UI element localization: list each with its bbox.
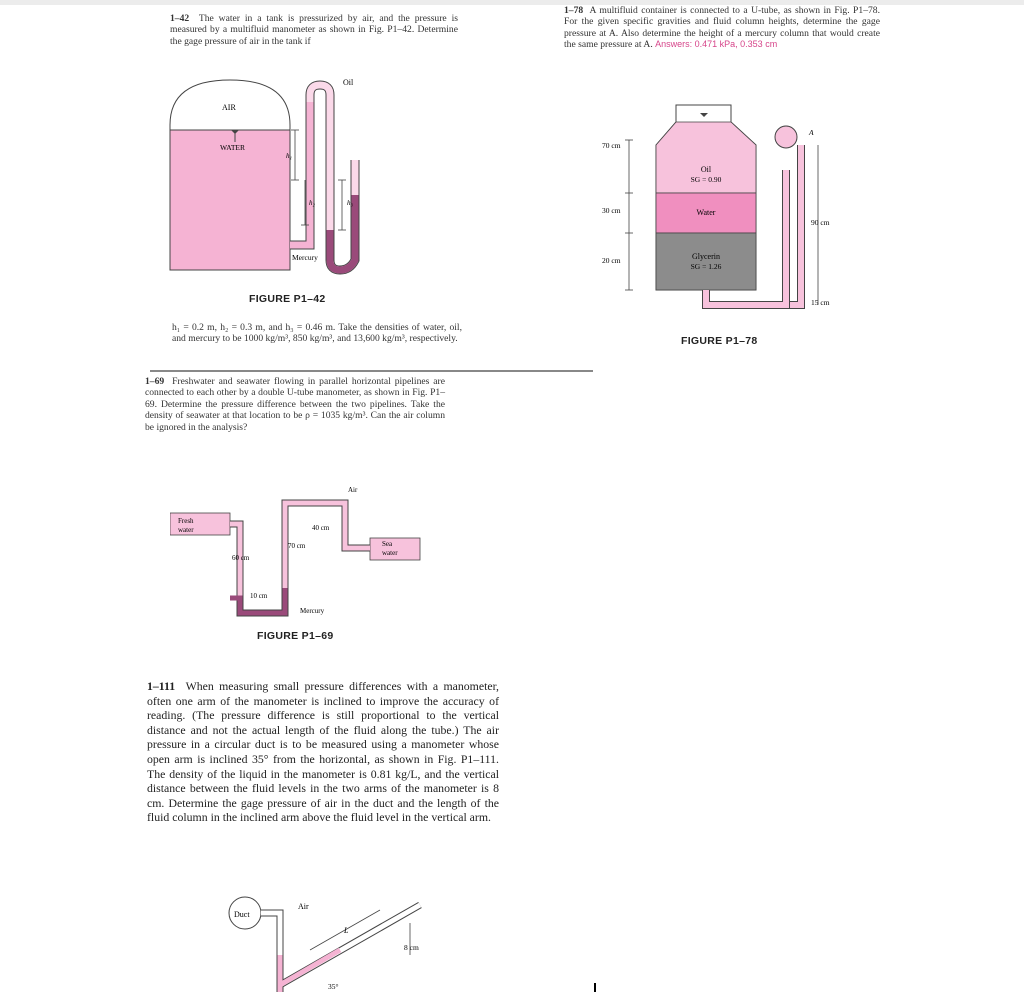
label-fresh-water: water [178,526,194,534]
problem-1-42-statement [170,13,458,47]
dim-15cm: 15 cm [811,298,830,307]
figure-p1-42 [165,70,425,280]
answers: Answers: 0.471 kPa, 0.353 cm [655,39,778,50]
label-h2: h₂ [309,199,315,207]
problem-1-42-data [172,322,462,345]
divider [150,370,593,372]
label-sea: Sea [382,540,393,548]
label-mercury: Mercury [292,253,318,262]
figure-caption-p1-42: FIGURE P1–42 [249,293,326,305]
label-duct: Duct [234,910,250,919]
problem-text: A multifluid container is connected to a U-tube, as shown in Fig. P1–78. For the given specific gravities and fluid column heights, determine the gage pressure at A. Also determine the height of a mercury column that would create the same pressure at A. [564,5,880,51]
problem-number: 1–69 [145,376,165,387]
label-oil-sg: SG = 0.90 [690,175,722,184]
label-water: Water [696,208,716,217]
label-oil: Oil [700,165,712,174]
dim-60cm: 60 cm [232,554,250,562]
given-densities: 13,600 kg/m³, respectively. [353,333,458,345]
text-cursor [594,983,596,992]
label-h1: h₁ [286,152,292,160]
problem-1-78-statement [564,5,880,51]
label-a: A [809,128,814,137]
label-angle: 35° [328,982,339,991]
problem-1-111-statement [147,679,499,825]
label-fresh: Fresh [178,517,194,525]
label-water: WATER [220,143,245,152]
dim-10cm: 10 cm [250,592,268,600]
dim-30cm: 30 cm [602,206,621,215]
figure-p1-111 [210,895,450,992]
dim-70cm: 70 cm [602,141,621,150]
problem-text: When measuring small pressure differences with a manometer, often one arm of the manometer is inclined to improve the accuracy of reading. (The pressure difference is still proportional to the vertical distance and not the actual length of the fluid along the tube.) The air pressure in a circular duct is to be measured using a manometer whose open arm is inclined 35° from the horizontal, as shown in Fig. P1–111. The density of the liquid in the manometer is 0.81 kg/L, and the vertical distance between the fluid levels in the two arms of the manometer is 8 cm. Determine the gage pressure of air in the duct and the length of the fluid column in the inclined arm above the fluid level in the vertical arm. [147,679,500,825]
label-glycerin: Glycerin [692,252,720,261]
label-l: L [344,926,349,935]
label-sea-water: water [382,549,398,557]
figure-p1-78 [596,100,836,320]
label-air: Air [298,902,309,911]
dim-8cm: 8 cm [404,943,419,952]
problem-number: 1–78 [564,5,584,16]
figure-p1-69 [170,478,430,618]
dim-20cm: 20 cm [602,256,621,265]
problem-number: 1–111 [147,679,176,693]
dim-70cm: 70 cm [288,542,306,550]
given-values: h₁ = 0.2 m, h₂ = 0.3 m, and h₃ = 0.46 m. Take the densities of water, oil, and mercury to be 1000 kg/m³, 850 kg/m³, and [172,322,462,345]
label-h3: h₃ [347,199,353,207]
label-air: AIR [222,103,236,112]
problem-text: The water in a tank is pressurized by air, and the pressure is measured by a multifluid manometer as shown in Fig. P1–42. Determine the gage pressure of air in the tank if [170,13,458,47]
dim-90cm: 90 cm [811,218,830,227]
figure-caption-p1-78: FIGURE P1–78 [681,335,758,347]
dim-40cm: 40 cm [312,524,330,532]
label-mercury: Mercury [300,607,325,615]
figure-caption-p1-69: FIGURE P1–69 [257,630,334,642]
label-oil: Oil [343,78,354,87]
label-air: Air [348,486,358,494]
problem-number: 1–42 [170,13,190,24]
label-glycerin-sg: SG = 1.26 [690,262,722,271]
problem-1-69-statement [145,376,445,433]
problem-text: Freshwater and seawater flowing in parallel horizontal pipelines are connected to each other by a double U-tube manometer, as shown in Fig. P1–69. Determine the pressure difference between the two pipelines. Take the density of seawater at that location to be ρ = 1035 kg/m³. Can the air column be ignored in the analysis? [145,376,446,433]
